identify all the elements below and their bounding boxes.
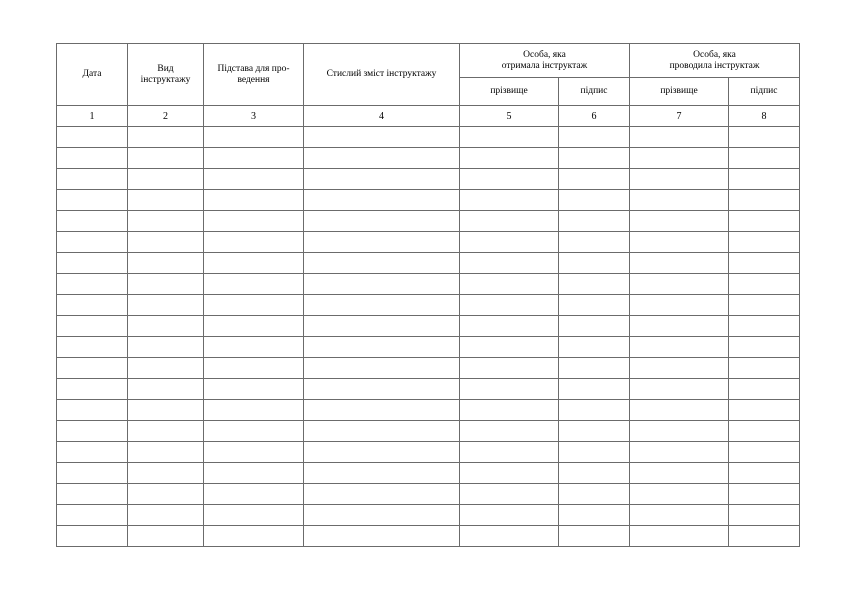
empty-cell[interactable] <box>630 337 729 358</box>
empty-cell[interactable] <box>204 274 304 295</box>
empty-cell[interactable] <box>204 400 304 421</box>
empty-cell[interactable] <box>304 400 460 421</box>
table-row <box>57 505 800 526</box>
empty-cell[interactable] <box>460 211 559 232</box>
empty-cell[interactable] <box>204 337 304 358</box>
empty-cell[interactable] <box>57 232 128 253</box>
empty-cell[interactable] <box>128 232 204 253</box>
header-conducted-signature: підпис <box>729 78 800 106</box>
table-row <box>57 463 800 484</box>
empty-cell[interactable] <box>128 526 204 547</box>
empty-cell[interactable] <box>630 253 729 274</box>
table-row <box>57 127 800 148</box>
column-numbers-row <box>57 106 800 127</box>
instruction-journal-table <box>56 43 800 547</box>
empty-cell[interactable] <box>57 211 128 232</box>
empty-cell[interactable] <box>128 295 204 316</box>
empty-cell[interactable] <box>57 379 128 400</box>
empty-cell[interactable] <box>630 274 729 295</box>
empty-cell[interactable] <box>128 421 204 442</box>
table-row <box>57 379 800 400</box>
empty-cell[interactable] <box>559 400 630 421</box>
empty-cell[interactable] <box>304 295 460 316</box>
empty-cell[interactable] <box>460 484 559 505</box>
column-number: 3 <box>204 106 304 127</box>
empty-cell[interactable] <box>630 190 729 211</box>
empty-cell[interactable] <box>630 484 729 505</box>
empty-cell[interactable] <box>204 148 304 169</box>
header-basis-label: Підстава для про- ведення <box>217 63 290 85</box>
column-number: 7 <box>630 106 729 127</box>
empty-cell[interactable] <box>204 442 304 463</box>
empty-cell[interactable] <box>128 463 204 484</box>
header-received-signature: підпис <box>559 78 630 106</box>
table-row <box>57 211 800 232</box>
empty-cell[interactable] <box>304 274 460 295</box>
empty-cell[interactable] <box>128 442 204 463</box>
empty-cell[interactable] <box>559 169 630 190</box>
empty-cell[interactable] <box>559 148 630 169</box>
empty-cell[interactable] <box>630 442 729 463</box>
table-row <box>57 274 800 295</box>
empty-cell[interactable] <box>729 190 800 211</box>
empty-cell[interactable] <box>460 358 559 379</box>
empty-cell[interactable] <box>630 169 729 190</box>
empty-cell[interactable] <box>559 127 630 148</box>
empty-cell[interactable] <box>128 211 204 232</box>
empty-cell[interactable] <box>729 400 800 421</box>
empty-cell[interactable] <box>128 484 204 505</box>
header-person-received-label: Особа, яка отримала інструктаж <box>501 49 588 71</box>
empty-cell[interactable] <box>729 463 800 484</box>
empty-cell[interactable] <box>57 400 128 421</box>
empty-cell[interactable] <box>729 316 800 337</box>
empty-cell[interactable] <box>460 295 559 316</box>
empty-cell[interactable] <box>304 484 460 505</box>
empty-cell[interactable] <box>460 169 559 190</box>
empty-cell[interactable] <box>304 463 460 484</box>
empty-cell[interactable] <box>460 379 559 400</box>
empty-cell[interactable] <box>460 148 559 169</box>
empty-cell[interactable] <box>559 190 630 211</box>
table-row <box>57 400 800 421</box>
empty-cell[interactable] <box>729 295 800 316</box>
table-row <box>57 148 800 169</box>
column-number: 8 <box>729 106 800 127</box>
column-number: 6 <box>559 106 630 127</box>
empty-cell[interactable] <box>304 421 460 442</box>
header-date-label: Дата <box>82 69 102 79</box>
empty-cell[interactable] <box>304 190 460 211</box>
header-date <box>57 44 128 106</box>
empty-cell[interactable] <box>630 295 729 316</box>
empty-cell[interactable] <box>57 505 128 526</box>
empty-cell[interactable] <box>204 127 304 148</box>
table-row <box>57 526 800 547</box>
empty-cell[interactable] <box>204 358 304 379</box>
empty-cell[interactable] <box>304 526 460 547</box>
empty-cell[interactable] <box>460 463 559 484</box>
empty-cell[interactable] <box>729 421 800 442</box>
empty-cell[interactable] <box>460 442 559 463</box>
empty-cell[interactable] <box>57 316 128 337</box>
empty-cell[interactable] <box>304 232 460 253</box>
empty-cell[interactable] <box>559 274 630 295</box>
empty-cell[interactable] <box>128 358 204 379</box>
empty-cell[interactable] <box>128 400 204 421</box>
table-row <box>57 337 800 358</box>
table-row <box>57 169 800 190</box>
empty-cell[interactable] <box>57 421 128 442</box>
column-number: 4 <box>304 106 460 127</box>
empty-cell[interactable] <box>729 169 800 190</box>
empty-cell[interactable] <box>204 232 304 253</box>
empty-cell[interactable] <box>128 505 204 526</box>
header-instruction-type <box>128 44 204 106</box>
empty-cell[interactable] <box>460 400 559 421</box>
empty-cell[interactable] <box>57 253 128 274</box>
empty-cell[interactable] <box>630 526 729 547</box>
empty-cell[interactable] <box>630 358 729 379</box>
header-person-conducted <box>630 44 800 78</box>
header-person-conducted-label: Особа, яка проводила інструктаж <box>669 49 760 71</box>
empty-cell[interactable] <box>460 190 559 211</box>
empty-cell[interactable] <box>57 127 128 148</box>
empty-cell[interactable] <box>57 337 128 358</box>
empty-cell[interactable] <box>57 442 128 463</box>
empty-cell[interactable] <box>128 316 204 337</box>
empty-cell[interactable] <box>57 274 128 295</box>
empty-cell[interactable] <box>630 211 729 232</box>
empty-cell[interactable] <box>729 484 800 505</box>
empty-cell[interactable] <box>304 169 460 190</box>
empty-cell[interactable] <box>204 316 304 337</box>
empty-cell[interactable] <box>128 253 204 274</box>
table-row <box>57 253 800 274</box>
column-number: 2 <box>128 106 204 127</box>
empty-cell[interactable] <box>304 211 460 232</box>
header-instruction-type-label: Вид інструктажу <box>140 63 191 85</box>
empty-cell[interactable] <box>559 421 630 442</box>
empty-cell[interactable] <box>460 421 559 442</box>
table-row <box>57 190 800 211</box>
empty-cell[interactable] <box>304 379 460 400</box>
empty-cell[interactable] <box>559 253 630 274</box>
empty-cell[interactable] <box>304 442 460 463</box>
empty-cell[interactable] <box>128 337 204 358</box>
empty-cell[interactable] <box>57 148 128 169</box>
table-row <box>57 295 800 316</box>
table-row <box>57 316 800 337</box>
empty-cell[interactable] <box>630 232 729 253</box>
empty-cell[interactable] <box>460 505 559 526</box>
table-row <box>57 421 800 442</box>
empty-cell[interactable] <box>559 442 630 463</box>
empty-cell[interactable] <box>630 316 729 337</box>
empty-cell[interactable] <box>57 463 128 484</box>
empty-cell[interactable] <box>630 463 729 484</box>
header-person-received <box>460 44 630 78</box>
empty-cell[interactable] <box>304 505 460 526</box>
empty-cell[interactable] <box>128 169 204 190</box>
empty-cell[interactable] <box>128 148 204 169</box>
empty-cell[interactable] <box>57 169 128 190</box>
empty-cell[interactable] <box>460 253 559 274</box>
empty-cell[interactable] <box>128 274 204 295</box>
empty-cell[interactable] <box>204 484 304 505</box>
empty-cell[interactable] <box>630 148 729 169</box>
table-row <box>57 442 800 463</box>
header-summary-label: Стислий зміст інструктажу <box>326 69 437 79</box>
header-conducted-surname: прізвище <box>630 78 729 106</box>
empty-cell[interactable] <box>57 358 128 379</box>
column-number: 5 <box>460 106 559 127</box>
empty-cell[interactable] <box>57 484 128 505</box>
empty-cell[interactable] <box>204 295 304 316</box>
empty-cell[interactable] <box>57 295 128 316</box>
empty-cell[interactable] <box>460 127 559 148</box>
empty-cell[interactable] <box>559 526 630 547</box>
table-row <box>57 358 800 379</box>
empty-cell[interactable] <box>460 316 559 337</box>
table-row <box>57 232 800 253</box>
empty-cell[interactable] <box>204 463 304 484</box>
empty-cell[interactable] <box>729 337 800 358</box>
empty-cell[interactable] <box>128 127 204 148</box>
empty-cell[interactable] <box>460 337 559 358</box>
empty-cell[interactable] <box>559 316 630 337</box>
empty-cell[interactable] <box>559 211 630 232</box>
empty-cell[interactable] <box>460 526 559 547</box>
empty-cell[interactable] <box>304 337 460 358</box>
empty-cell[interactable] <box>729 211 800 232</box>
empty-cell[interactable] <box>630 505 729 526</box>
table-row <box>57 484 800 505</box>
empty-cell[interactable] <box>128 379 204 400</box>
header-basis <box>204 44 304 106</box>
empty-cell[interactable] <box>559 505 630 526</box>
header-received-surname: прізвище <box>460 78 559 106</box>
empty-cell[interactable] <box>304 253 460 274</box>
empty-cell[interactable] <box>204 253 304 274</box>
empty-cell[interactable] <box>630 400 729 421</box>
empty-cell[interactable] <box>729 526 800 547</box>
empty-cell[interactable] <box>204 421 304 442</box>
empty-cell[interactable] <box>304 358 460 379</box>
empty-cell[interactable] <box>559 358 630 379</box>
empty-cell[interactable] <box>57 190 128 211</box>
empty-cell[interactable] <box>559 463 630 484</box>
header-summary <box>304 44 460 106</box>
empty-cell[interactable] <box>729 232 800 253</box>
empty-cell[interactable] <box>204 169 304 190</box>
empty-cell[interactable] <box>630 127 729 148</box>
column-number: 1 <box>57 106 128 127</box>
empty-cell[interactable] <box>128 190 204 211</box>
empty-cell[interactable] <box>729 148 800 169</box>
empty-cell[interactable] <box>559 484 630 505</box>
empty-cell[interactable] <box>559 295 630 316</box>
empty-cell[interactable] <box>460 232 559 253</box>
empty-cell[interactable] <box>304 316 460 337</box>
empty-cell[interactable] <box>204 526 304 547</box>
empty-cell[interactable] <box>204 190 304 211</box>
empty-cell[interactable] <box>304 127 460 148</box>
empty-cell[interactable] <box>204 379 304 400</box>
empty-cell[interactable] <box>630 379 729 400</box>
empty-cell[interactable] <box>204 211 304 232</box>
empty-cell[interactable] <box>729 274 800 295</box>
empty-cell[interactable] <box>559 232 630 253</box>
empty-cell[interactable] <box>729 505 800 526</box>
empty-cell[interactable] <box>57 526 128 547</box>
empty-cell[interactable] <box>559 337 630 358</box>
empty-cell[interactable] <box>729 358 800 379</box>
empty-cell[interactable] <box>204 505 304 526</box>
empty-cell[interactable] <box>729 127 800 148</box>
empty-cell[interactable] <box>460 274 559 295</box>
journal-body <box>57 127 800 547</box>
empty-cell[interactable] <box>559 379 630 400</box>
empty-cell[interactable] <box>630 421 729 442</box>
empty-cell[interactable] <box>729 379 800 400</box>
empty-cell[interactable] <box>729 253 800 274</box>
empty-cell[interactable] <box>304 148 460 169</box>
empty-cell[interactable] <box>729 442 800 463</box>
